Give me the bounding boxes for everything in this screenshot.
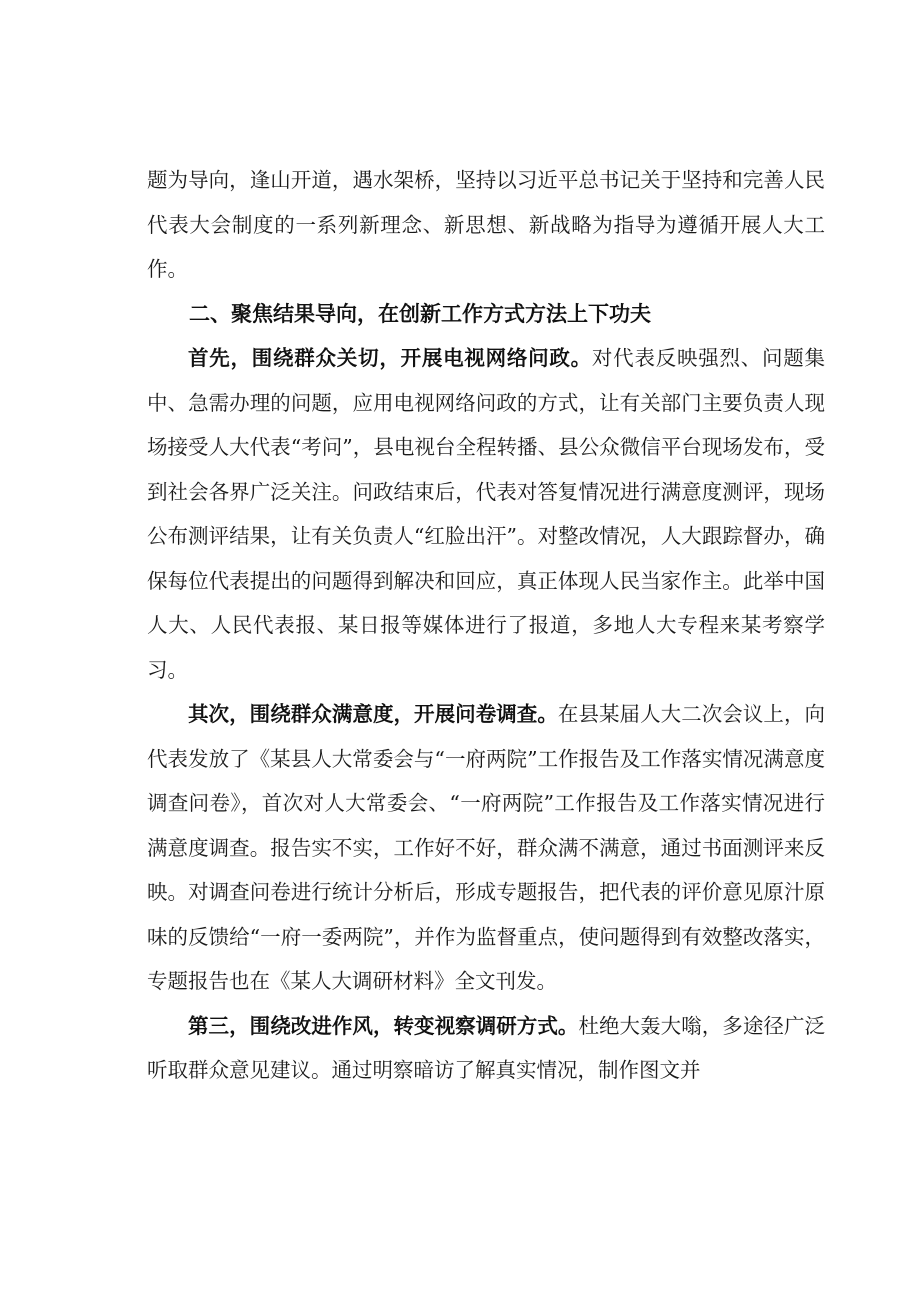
paragraph-3-lead: 第三，围绕改进作风，转变视察调研方式。 [188, 1013, 579, 1038]
section-heading: 二、聚焦结果导向，在创新工作方式方法上下功夫 [189, 301, 651, 326]
opening-paragraph: 题为导向，逢山开道，遇水架桥，坚持以习近平总书记关于坚持和完善人民代表大会制度的一系列新理念、新思想、新战略为指导为遵循开展人大工作。 [147, 168, 825, 281]
paragraph-1 [147, 336, 825, 692]
document-body [147, 158, 825, 1093]
paragraph-2-lead: 其次，围绕群众满意度，开展问卷调查。 [188, 702, 558, 726]
paragraph-1-body: 对代表反映强烈、问题集中、急需办理的问题，应用电视网络问政的方式，让有关部门主要负责人现场接受人大代表“考问”，县电视台全程转播、县公众微信平台现场发布，受到社会各界广泛关注。问政结束后，代表对答复情况进行满意度测评，现场公布测评结果，让有关负责人“红脸出汗”。对整改情况，人大跟踪督办，确保每位代表提出的问题得到解决和回应，真正体现人民当家作主。此举中国人大、人民代表报、某日报等媒体进行了报道，多地人大专程来某考察学习。 [147, 346, 826, 682]
paragraph-2 [147, 692, 825, 1004]
paragraph-3 [147, 1004, 825, 1093]
paragraph-1-lead: 首先，围绕群众关切，开展电视网络问政。 [188, 346, 592, 370]
paragraph-3-body: 杜绝大轰大嗡，多途径广泛听取群众意见建议。通过明察暗访了解真实情况，制作图文并 [147, 1013, 826, 1082]
paragraph-2-body: 在县某届人大二次会议上，向代表发放了《某县人大常委会与“一府两院”工作报告及工作落实情况满意度调查问卷》，首次对人大常委会、“一府两院”工作报告及工作落实情况进行满意度调查。报告实不实，工作好不好，群众满不满意，通过书面测评来反映。对调查问卷进行统计分析后，形成专题报告，把代表的评价意见原汁原味的反馈给“一府一委两院”，并作为监督重点，使问题得到有效整改落实，专题报告也在《某人大调研材料》全文刊发。 [147, 702, 826, 993]
